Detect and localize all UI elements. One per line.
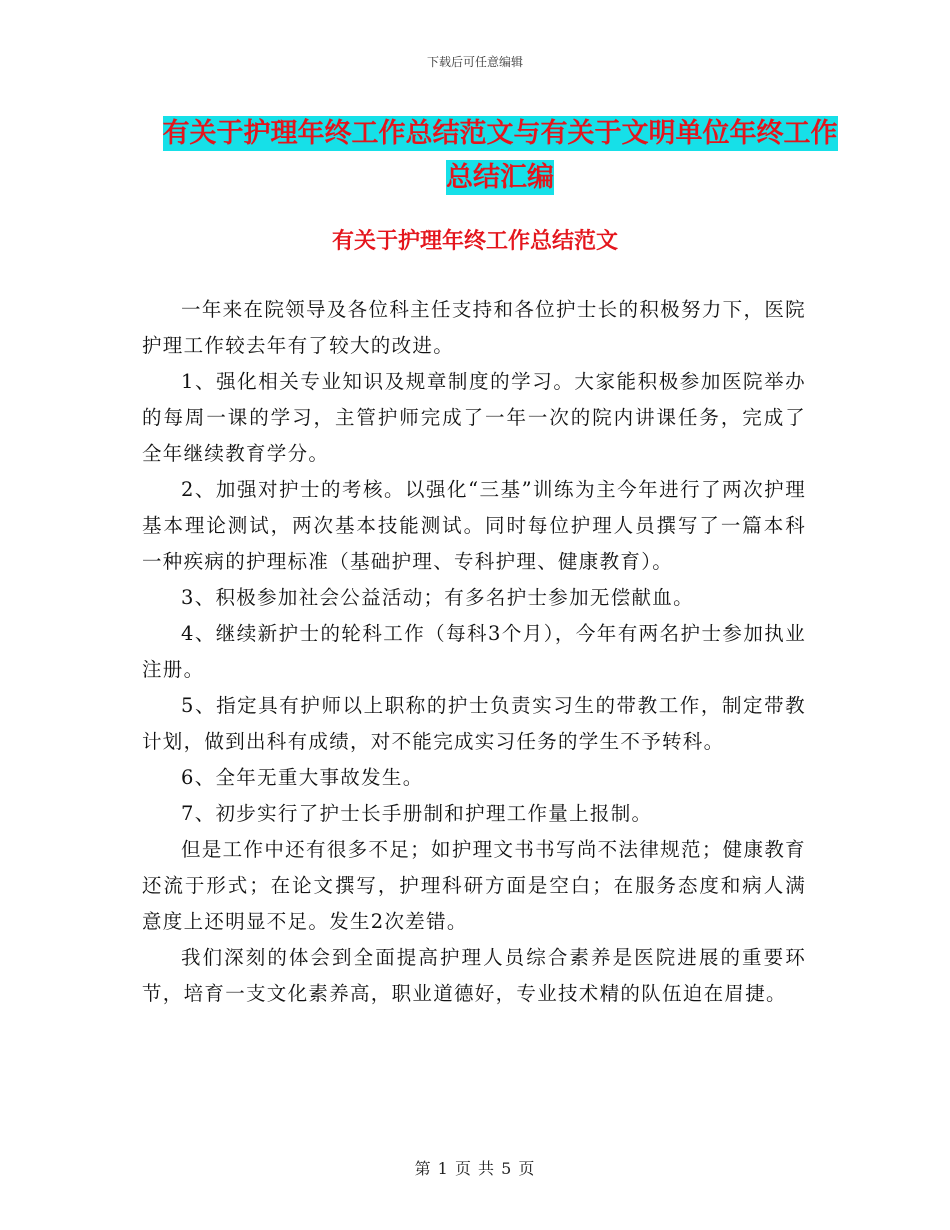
paragraph-intro: 一年来在院领导及各位科主任支持和各位护士长的积极努力下，医院护理工作较去年有了较大的改进。	[142, 298, 806, 357]
paragraph-item-1: 1、强化相关专业知识及规章制度的学习。大家能积极参加医院举办的每周一课的学习，主管护师完成了一年一次的院内讲课任务，完成了全年继续教育学分。	[142, 370, 806, 465]
paragraph-shortcomings: 但是工作中还有很多不足；如护理文书书写尚不法律规范；健康教育还流于形式；在论文撰写，护理科研方面是空白；在服务态度和病人满意度上还明显不足。发生2次差错。	[142, 838, 806, 933]
header-note: 下载后可任意编辑	[426, 55, 523, 69]
paragraph-item-5: 5、指定具有护师以上职称的护士负责实习生的带教工作，制定带教计划，做到出科有成绩，对不能完成实习任务的学生不予转科。	[142, 694, 806, 753]
document-title-text: 有关于护理年终工作总结范文与有关于文明单位年终工作总结汇编	[162, 118, 838, 193]
paragraph-conclusion: 我们深刻的体会到全面提高护理人员综合素养是医院进展的重要环节，培育一支文化素养高，职业道德好，专业技术精的队伍迫在眉捷。	[142, 946, 806, 1005]
paragraph-item-6: 6、全年无重大事故发生。	[181, 766, 424, 789]
section-title: 有关于护理年终工作总结范文	[331, 229, 618, 254]
document-title	[150, 112, 850, 200]
paragraph-item-7: 7、初步实行了护士长手册制和护理工作量上报制。	[181, 802, 653, 825]
paragraph-item-4: 4、继续新护士的轮科工作（每科3个月），今年有两名护士参加执业注册。	[142, 622, 806, 681]
document-body	[142, 292, 806, 1012]
page-number: 第 1 页 共 5 页	[414, 1159, 536, 1178]
paragraph-item-3: 3、积极参加社会公益活动；有多名护士参加无偿献血。	[181, 586, 694, 609]
paragraph-item-2: 2、加强对护士的考核。以强化“三基”训练为主今年进行了两次护理基本理论测试，两次基本技能测试。同时每位护理人员撰写了一篇本科一种疾病的护理标准（基础护理、专科护理、健康教育）。	[142, 478, 806, 573]
